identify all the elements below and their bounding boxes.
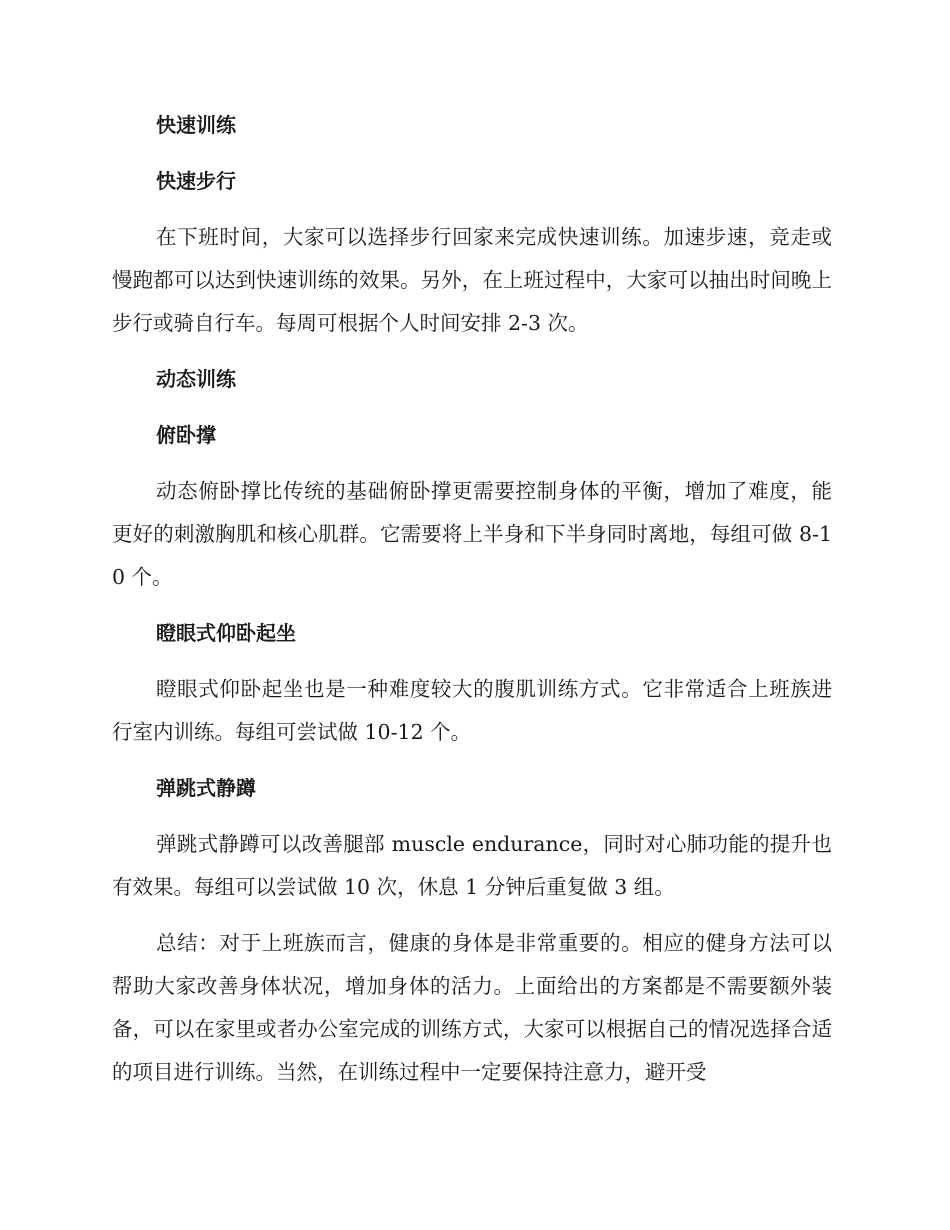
heading-push-up: 俯卧撑 [156, 423, 216, 447]
paragraph-jump-squat: 弹跳式静蹲可以改善腿部 muscle endurance，同时对心肺功能的提升也有效果。每组可以尝试做 10 次，休息 1 分钟后重复做 3 组。 [112, 832, 832, 899]
heading-brisk-walking: 快速步行 [156, 169, 236, 193]
heading-fast-training: 快速训练 [156, 113, 236, 137]
paragraph-summary: 总结：对于上班族而言，健康的身体是非常重要的。相应的健身方法可以帮助大家改善身体状况，增加身体的活力。上面给出的方案都是不需要额外装备，可以在家里或者办公室完成的训练方式，大家可以根据自己的情况选择合适的项目进行训练。当然，在训练过程中一定要保持注意力，避开受 [112, 931, 832, 1084]
heading-jump-squat: 弹跳式静蹲 [156, 776, 256, 800]
paragraph-sit-up: 瞪眼式仰卧起坐也是一种难度较大的腹肌训练方式。它非常适合上班族进行室内训练。每组可尝试做 10-12 个。 [112, 677, 832, 744]
document-body [112, 104, 832, 1107]
heading-sit-up: 瞪眼式仰卧起坐 [156, 621, 296, 645]
paragraph-brisk-walking: 在下班时间，大家可以选择步行回家来完成快速训练。加速步速，竞走或慢跑都可以达到快速训练的效果。另外，在上班过程中，大家可以抽出时间晚上步行或骑自行车。每周可根据个人时间安排 2-3 次。 [112, 225, 832, 335]
heading-dynamic-training: 动态训练 [156, 367, 236, 391]
paragraph-push-up: 动态俯卧撑比传统的基础俯卧撑更需要控制身体的平衡，增加了难度，能更好的刺激胸肌和核心肌群。它需要将上半身和下半身同时离地，每组可做 8-10 个。 [112, 479, 832, 589]
